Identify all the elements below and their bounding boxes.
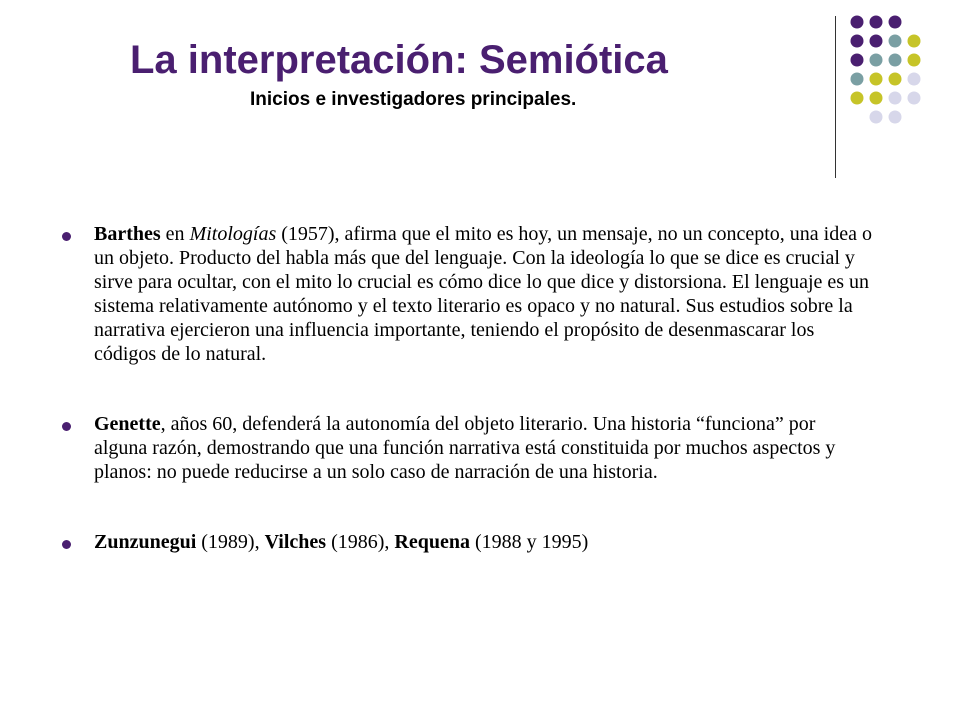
decorative-dot [908,54,921,67]
decorative-dot [889,54,902,67]
decorative-dot [908,73,921,86]
bullet-dot-icon [62,422,71,431]
bullet-text-run: (1986), [326,531,395,553]
decorative-dot [870,92,883,105]
decorative-dot [889,73,902,86]
decorative-dot [870,111,883,124]
bullet-text [94,412,872,484]
bullet-text-run: Requena [394,531,470,553]
bullet-list [62,222,872,554]
bullet-text-run: Vilches [264,531,327,553]
bullet-text-run: Zunzunegui [94,531,197,553]
decorative-dot [851,16,864,29]
bullet-text-run: (1988 y 1995) [469,531,589,553]
bullet-text [94,530,872,554]
bullet-text-run: Barthes [94,223,161,245]
bullet-text-run: Mitologías [189,223,277,245]
decorative-dot [908,92,921,105]
slide-subtitle: Inicios e investigadores principales. [250,89,577,110]
bullet-text-run: (1989), [196,531,265,553]
bullet-item-genette [62,412,872,484]
decorative-dot [889,35,902,48]
bullet-text-run: en [160,223,190,245]
bullet-dot-icon [62,540,71,549]
decorative-dot [889,92,902,105]
decorative-dot [870,16,883,29]
bullet-text-run: (1957), afirma que el mito es hoy, un mensaje, no un concepto, una idea o un objeto. Producto del habla más que del lenguaje. Con la ideología lo que se dice es crucial y sirve para ocultar, con el mito lo crucial es cómo dice lo que dice y distorsiona. El lenguaje es un sistema relativamente autónomo y el texto literario es opaco y no natural. Sus estudios sobre la narrativa ejercieron una influencia importante, teniendo el propósito de desenmascarar los códigos de lo natural. [94,223,872,365]
decorative-dot [851,73,864,86]
decorative-dot [851,92,864,105]
decorative-dot [889,111,902,124]
bullet-dot-icon [62,232,71,241]
bullet-text [94,222,872,366]
decorative-dot [889,16,902,29]
bullet-text-run: , años 60, defenderá la autonomía del objeto literario. Una historia “funciona” por alguna razón, demostrando que una función narrativa está constituida por muchos aspectos y planos: no puede reducirse a un solo caso de narración de una historia. [94,413,836,483]
decorative-dot [908,35,921,48]
decorative-dot [870,35,883,48]
slide-title: La interpretación: Semiótica [130,38,668,82]
bullet-text-run: Genette [94,413,161,435]
decorative-dot [870,73,883,86]
decorative-vertical-line [835,16,836,178]
decorative-dot [870,54,883,67]
decorative-dot [851,35,864,48]
bullet-item-authors [62,530,872,554]
decorative-dot [851,54,864,67]
bullet-item-barthes [62,222,872,366]
